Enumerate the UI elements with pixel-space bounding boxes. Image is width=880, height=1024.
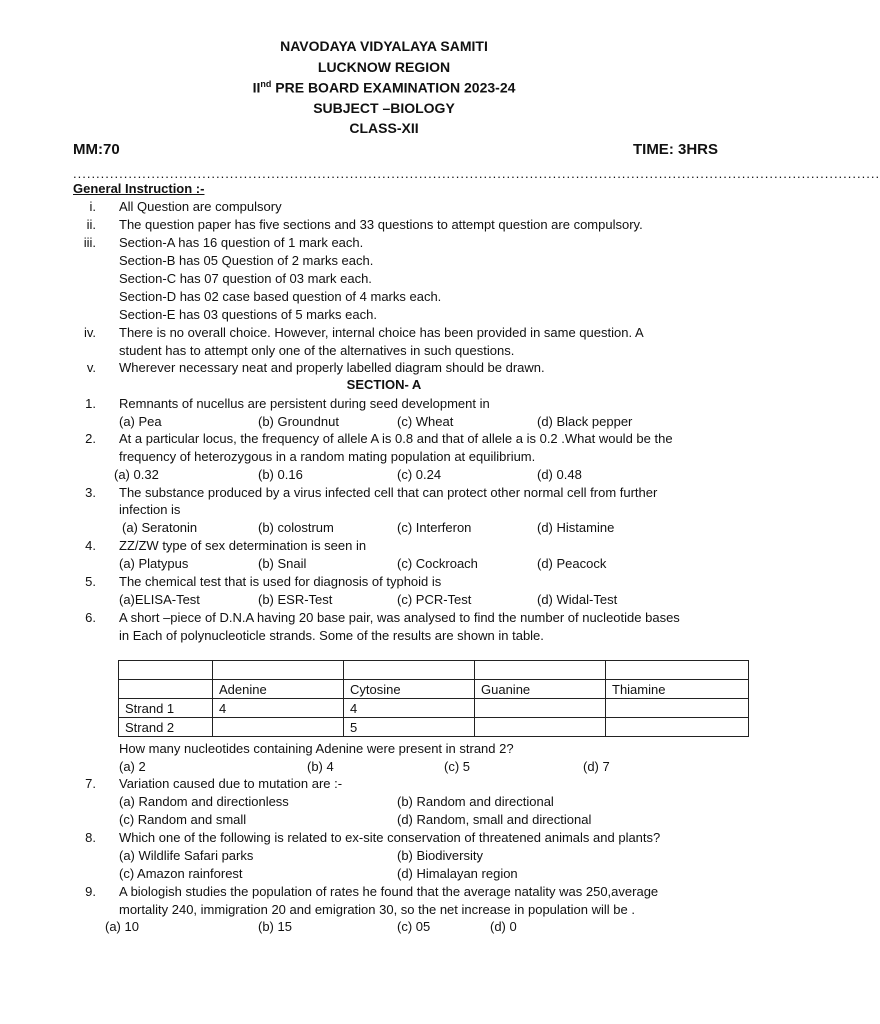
table-header: Cytosine [344,680,475,699]
org-name: NAVODAYA VIDYALAYA SAMITI [280,38,488,54]
separator-line: ............................................................................................................................................................................... [73,166,880,181]
table-row [119,699,749,718]
question-number: 2. [85,431,96,446]
question-text: At a particular locus, the frequency of allele A is 0.8 and that of allele a is 0.2 .What would be the [119,431,673,446]
question-text: frequency of heterozygous in a random mating population at equilibrium. [119,449,536,464]
option-b: (b) ESR-Test [258,592,333,607]
question-number: 7. [85,776,96,791]
option-d: (d) Widal-Test [537,592,618,607]
table-cell: Strand 1 [119,699,213,718]
option-c: (c) Cockroach [397,556,478,571]
instruction-line: Section-E has 03 questions of 5 marks each. [119,307,377,322]
option-c: (c) Interferon [397,520,472,535]
option-a: (a) 10 [105,919,139,934]
table-header: Adenine [213,680,344,699]
table-cell [119,680,213,699]
table-cell [475,699,606,718]
question-text: A biologish studies the population of rates he found that the average natality was 250,average [119,884,659,899]
instruction-line: All Question are compulsory [119,199,282,214]
question-text: ZZ/ZW type of sex determination is seen in [119,538,367,553]
question-text: The substance produced by a virus infected cell that can protect other normal cell from further [119,485,658,500]
option-a: (a)ELISA-Test [119,592,200,607]
instruction-line: student has to attempt only one of the alternatives in such questions. [119,343,515,358]
question-text: The chemical test that is used for diagnosis of typhoid is [119,574,442,589]
class-title: CLASS-XII [349,120,419,136]
option-c: (c) 5 [444,759,470,774]
option-a: (a) Seratonin [122,520,198,535]
table-cell: 4 [213,699,344,718]
option-d: (d) 7 [583,759,610,774]
question-number: 8. [85,830,96,845]
option-a: (a) Pea [119,414,162,429]
exam-title [0,79,768,96]
option-b: (b) colostrum [258,520,334,535]
option-d: (d) Histamine [537,520,615,535]
question-number: 3. [85,485,96,500]
table-cell [475,661,606,680]
instruction-number: iii. [83,235,96,250]
question-text: Which one of the following is related to ex-site conservation of threatened animals and plants? [119,830,661,845]
table-header: Thiamine [606,680,749,699]
subject-title: SUBJECT –BIOLOGY [313,100,455,116]
option-b: (b) 4 [307,759,334,774]
option-d: (d) 0.48 [537,467,582,482]
question-text: Remnants of nucellus are persistent during seed development in [119,396,490,411]
instruction-number: i. [89,199,96,214]
instruction-number: iv. [83,325,96,340]
option-c: (c) Wheat [397,414,454,429]
option-b: (b) 15 [258,919,292,934]
table-cell [606,661,749,680]
question-text: A short –piece of D.N.A having 20 base pair, was analysed to find the number of nucleotide bases [119,610,680,625]
option-d: (d) Black pepper [537,414,633,429]
nucleotide-table [118,660,749,737]
instruction-line: The question paper has five sections and 33 questions to attempt question are compulsory. [119,217,643,232]
option-d: (d) Random, small and directional [397,812,592,827]
question-text: Variation caused due to mutation are :- [119,776,343,791]
option-a: (a) Wildlife Safari parks [119,848,254,863]
option-a: (a) 2 [119,759,146,774]
option-c: (c) 05 [397,919,431,934]
instruction-line: Wherever necessary neat and properly labelled diagram should be drawn. [119,360,545,375]
instruction-number: ii. [86,217,96,232]
exam-sup: nd [260,79,272,89]
table-header: Guanine [475,680,606,699]
table-cell [344,661,475,680]
table-cell: 4 [344,699,475,718]
question-number: 1. [85,396,96,411]
instruction-line: There is no overall choice. However, internal choice has been provided in same question. A [119,325,644,340]
table-cell [213,661,344,680]
section-a-title: SECTION- A [346,377,422,392]
instruction-line: Section-D has 02 case based question of 4 marks each. [119,289,442,304]
question-number: 9. [85,884,96,899]
table-cell [606,718,749,737]
table-row [119,718,749,737]
table-cell [606,699,749,718]
instruction-line: Section-A has 16 question of 1 mark each. [119,235,364,250]
option-d: (d) Peacock [537,556,607,571]
option-c: (c) PCR-Test [397,592,472,607]
option-d: (d) Himalayan region [397,866,518,881]
instruction-number: v. [86,360,96,375]
instructions-title: General Instruction :- [73,181,205,196]
instruction-line: Section-C has 07 question of 03 mark each. [119,271,372,286]
table-cell: Strand 2 [119,718,213,737]
table-cell: 5 [344,718,475,737]
region-name: LUCKNOW REGION [317,59,451,75]
option-b: (b) Snail [258,556,307,571]
option-b: (b) Biodiversity [397,848,483,863]
option-b: (b) Random and directional [397,794,554,809]
question-number: 6. [85,610,96,625]
time-allowed: TIME: 3HRS [632,141,718,158]
max-marks: MM:70 [73,141,120,158]
question-text: How many nucleotides containing Adenine were present in strand 2? [119,741,514,756]
option-b: (b) Groundnut [258,414,339,429]
option-c: (c) Amazon rainforest [119,866,243,881]
option-c: (c) Random and small [119,812,247,827]
option-a: (a) Platypus [119,556,189,571]
question-number: 5. [85,574,96,589]
option-a: (a) 0.32 [114,467,159,482]
question-text: infection is [119,502,181,517]
instruction-line: Section-B has 05 Question of 2 marks each. [119,253,374,268]
table-cell [213,718,344,737]
exam-rest: PRE BOARD EXAMINATION 2023-24 [271,79,516,96]
question-text: in Each of polynucleoticle strands. Some of the results are shown in table. [119,628,544,643]
table-row [119,680,749,699]
option-c: (c) 0.24 [397,467,442,482]
question-text: mortality 240, immigration 20 and emigration 30, so the net increase in population will be . [119,902,635,917]
table-cell [119,661,213,680]
option-a: (a) Random and directionless [119,794,289,809]
question-number: 4. [85,538,96,553]
table-row [119,661,749,680]
exam-prefix: II [252,79,261,96]
option-b: (b) 0.16 [258,467,303,482]
table-cell [475,718,606,737]
option-d: (d) 0 [490,919,517,934]
